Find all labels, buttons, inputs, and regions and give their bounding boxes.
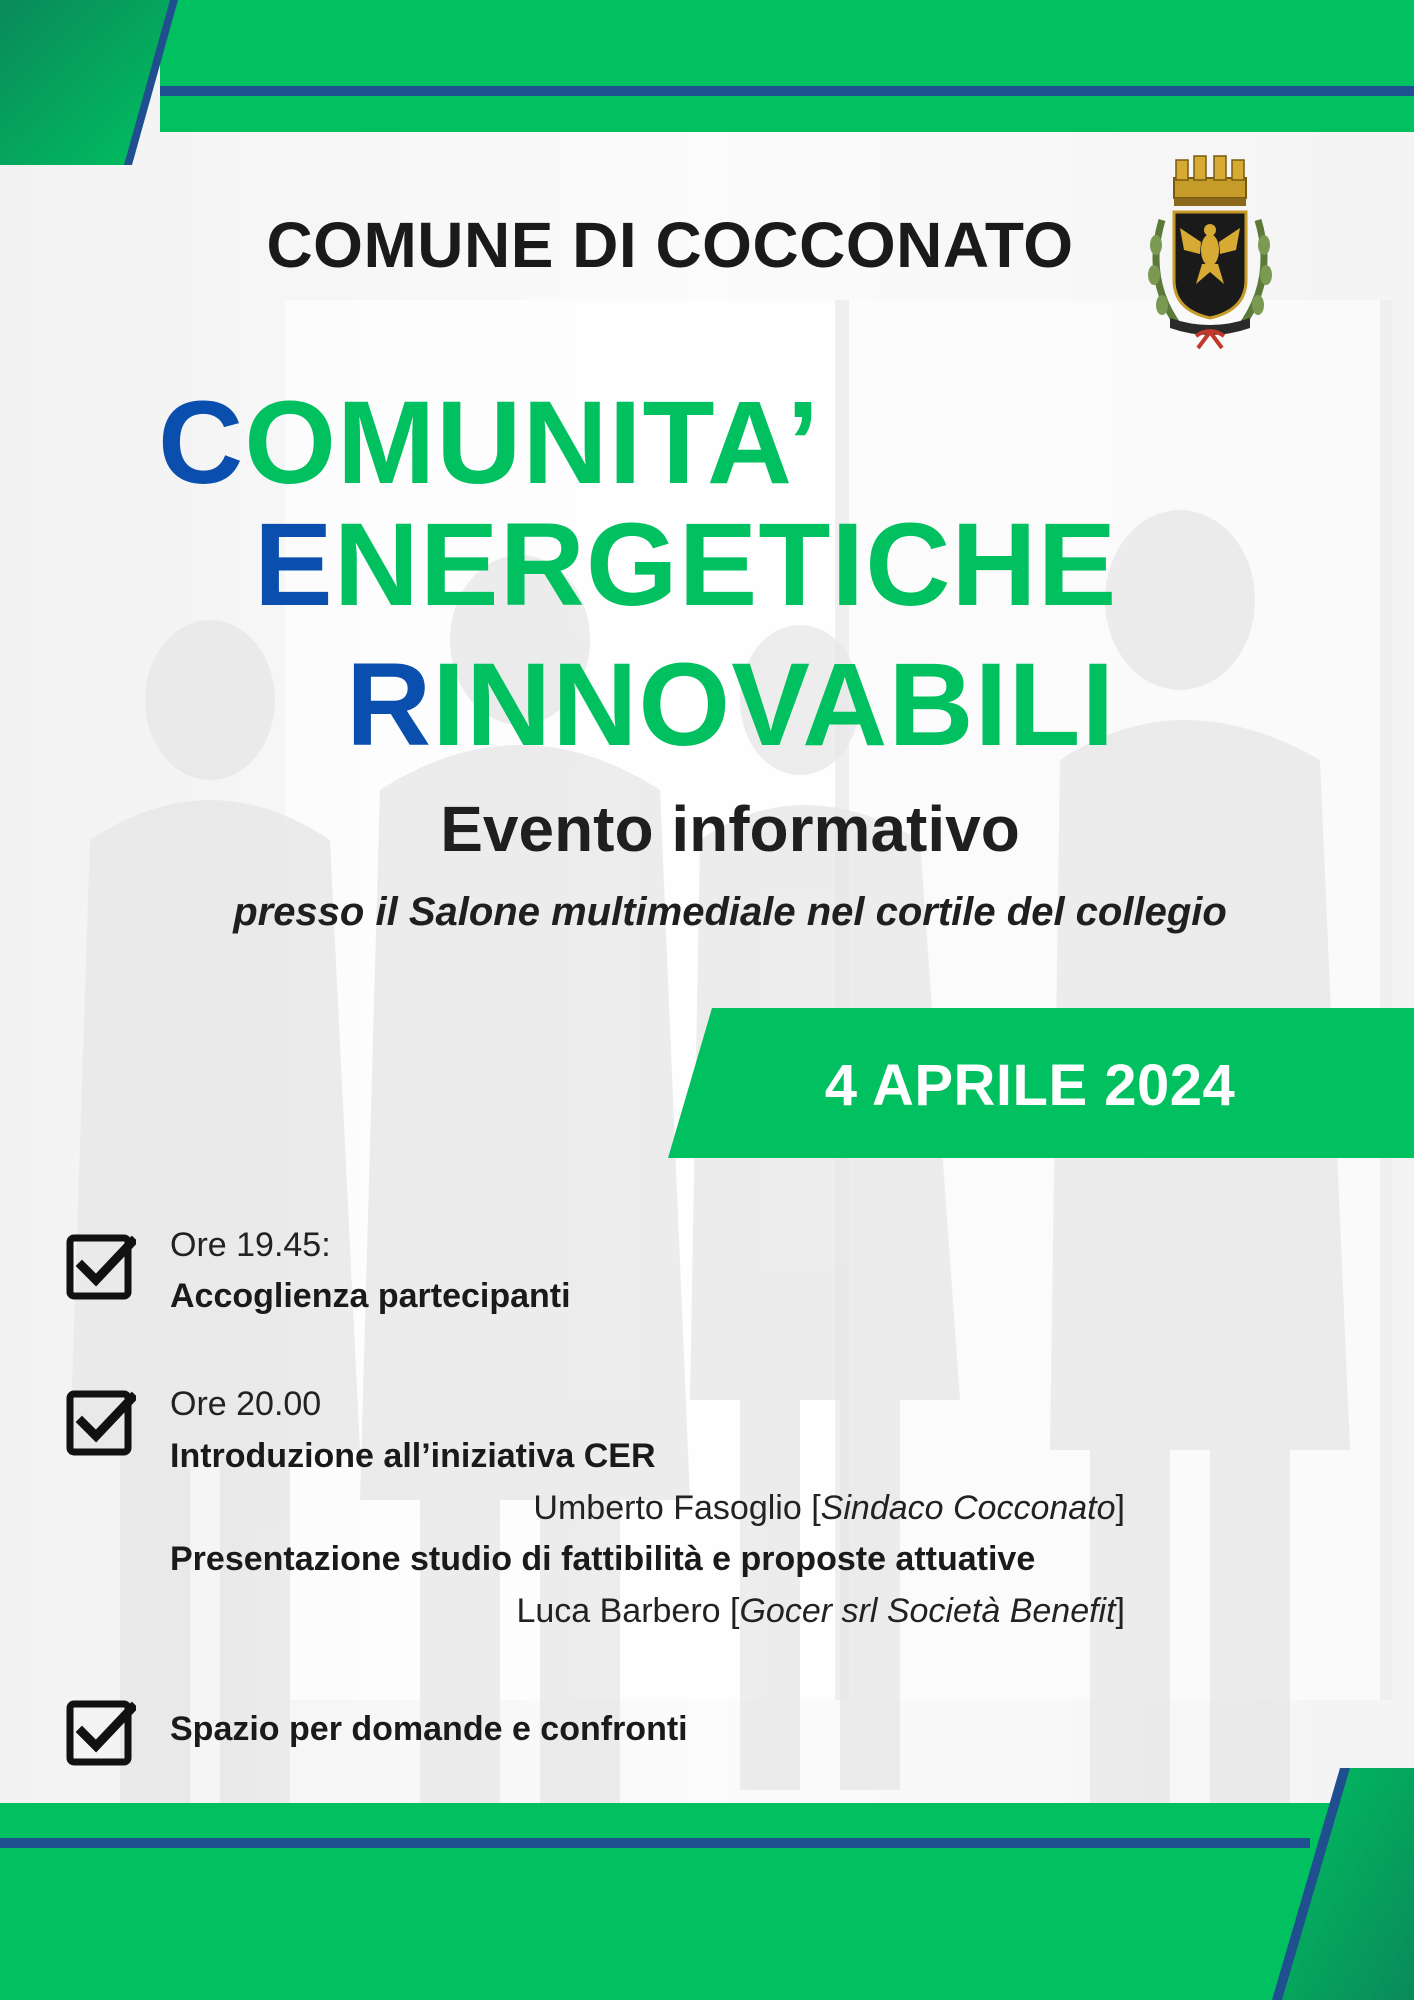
- bottom-band: [0, 1768, 1414, 2000]
- top-band: [0, 0, 1414, 170]
- item1-title: Accoglienza partecipanti: [170, 1277, 571, 1315]
- title-initial-e: E: [254, 499, 334, 631]
- speaker2-name: Luca Barbero: [516, 1592, 721, 1630]
- checkbox-checked-icon: [66, 1388, 136, 1456]
- item2-title-study: Presentazione studio di fattibilità e proposte attuative: [170, 1540, 1036, 1578]
- item3-title: Spazio per domande e confronti: [170, 1710, 688, 1748]
- speaker1-role: Sindaco Cocconato: [820, 1489, 1116, 1527]
- item2-title-intro: Introduzione all’iniziativa CER: [170, 1437, 656, 1475]
- item2-time: Ore 20.00: [170, 1385, 322, 1423]
- speaker1-name: Umberto Fasoglio: [533, 1489, 802, 1527]
- title-line-energetiche: [254, 500, 1117, 630]
- event-venue: presso il Salone multimediale nel cortile del collegio: [233, 890, 1227, 934]
- checkbox-checked-icon: [66, 1232, 136, 1300]
- title-initial-c: C: [158, 377, 245, 509]
- title-rest-comunita: OMUNITA’: [244, 377, 821, 509]
- title-rest-rinnovabili: INNOVABILI: [432, 639, 1116, 771]
- item2-speaker-2: Luca Barbero [Gocer srl Società Benefit]: [516, 1592, 1125, 1630]
- item2-speaker-1: Umberto Fasoglio [Sindaco Cocconato]: [533, 1489, 1125, 1527]
- item1-time: Ore 19.45:: [170, 1226, 331, 1264]
- event-subtitle: Evento informativo: [440, 793, 1020, 865]
- title-initial-r: R: [346, 639, 433, 771]
- title-line-comunita: [158, 378, 820, 508]
- speaker2-role: Gocer srl Società Benefit: [739, 1592, 1116, 1630]
- municipality-name: COMUNE DI COCCONATO: [266, 209, 1074, 281]
- title-line-rinnovabili: [346, 640, 1115, 770]
- checkbox-checked-icon: [66, 1698, 136, 1766]
- title-rest-energetiche: NERGETICHE: [333, 499, 1118, 631]
- coat-of-arms-icon: [1140, 150, 1280, 350]
- event-date: 4 APRILE 2024: [824, 1053, 1236, 1118]
